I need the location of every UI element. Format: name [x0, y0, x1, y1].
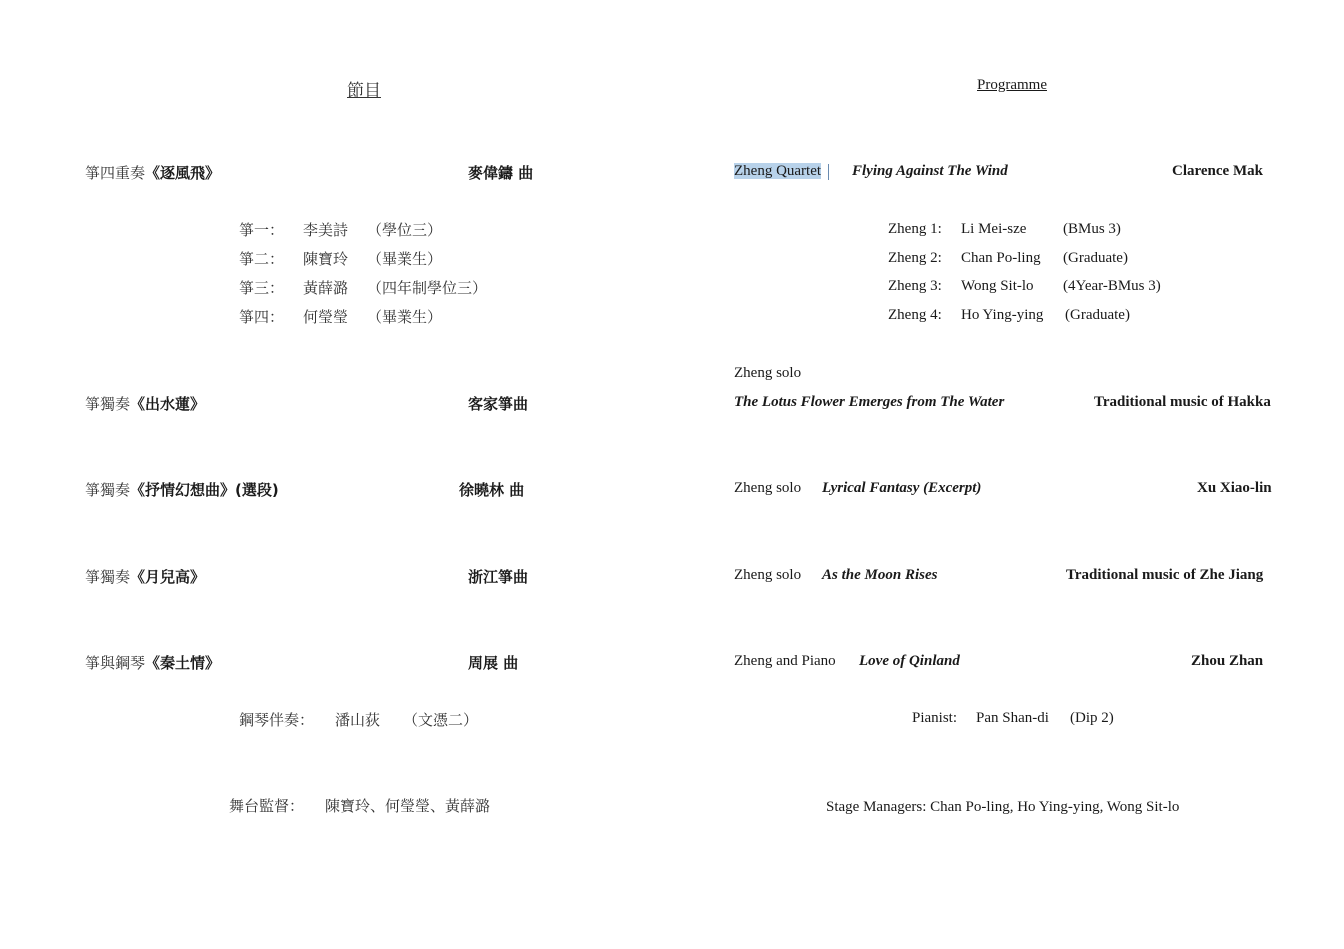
text-cursor — [828, 164, 829, 180]
cn-player-row — [239, 277, 488, 298]
en-item-prefix: Zheng solo — [734, 567, 802, 583]
cn-player-note: （畢業生） — [367, 308, 443, 326]
en-player-note: (Graduate) — [1065, 307, 1130, 323]
cn-player-name: 李美詩 — [303, 221, 349, 239]
en-stage-managers: Stage Managers: Chan Po-ling, Ho Ying-ying, Wong Sit-lo — [826, 799, 1180, 815]
en-composer: Traditional music of Zhe Jiang — [1066, 567, 1264, 583]
cn-pianist — [239, 709, 479, 730]
en-player-note: (4Year-BMus 3) — [1063, 278, 1161, 294]
cn-item-prefix: 箏與鋼琴 — [85, 654, 146, 672]
cn-player-role: 箏一： — [239, 221, 285, 239]
cn-stage-role: 舞台監督： — [229, 797, 305, 815]
en-pianist-name: Pan Shan-di — [976, 710, 1049, 726]
en-piece-title: Love of Qinland — [859, 653, 960, 669]
en-player-note: (Graduate) — [1063, 250, 1128, 266]
en-player-name: Li Mei-sze — [961, 221, 1027, 237]
cn-player-name: 陳寶玲 — [303, 250, 349, 268]
cn-item-piece: 《秦土情》 — [145, 654, 221, 672]
cn-item-qinland — [85, 652, 220, 673]
en-title: Programme — [977, 77, 1047, 93]
cn-item-composer: 徐曉林 曲 — [459, 481, 525, 499]
en-player-row — [888, 250, 1128, 267]
en-pianist — [912, 710, 1114, 727]
en-composer: Clarence Mak — [1172, 163, 1263, 179]
cn-item-piece: 《逐風飛》 — [145, 164, 221, 182]
en-player-row — [888, 278, 1161, 295]
en-player-role: Zheng 2: — [888, 250, 942, 266]
cn-player-name: 何瑩瑩 — [303, 308, 349, 326]
cn-item-piece: 《月兒高》 — [130, 568, 206, 586]
en-item-prefix: Zheng solo — [734, 480, 802, 496]
en-item-prefix: Zheng solo — [734, 365, 802, 381]
en-pianist-note: (Dip 2) — [1070, 710, 1114, 726]
cn-player-row — [239, 248, 443, 269]
en-piece-title: Flying Against The Wind — [852, 163, 1008, 179]
cn-item-prefix: 箏獨奏 — [85, 395, 131, 413]
en-player-role: Zheng 4: — [888, 307, 942, 323]
cn-item-composer: 浙江箏曲 — [468, 568, 529, 586]
cn-player-note: （畢業生） — [367, 250, 443, 268]
cn-item-prefix: 箏獨奏 — [85, 481, 131, 499]
en-item-prefix: Zheng and Piano — [734, 653, 836, 669]
en-piece-title: Lyrical Fantasy (Excerpt) — [822, 480, 982, 496]
en-composer: Zhou Zhan — [1191, 653, 1264, 669]
cn-item-prefix: 箏獨奏 — [85, 568, 131, 586]
en-player-role: Zheng 3: — [888, 278, 942, 294]
en-composer: Traditional music of Hakka — [1094, 394, 1271, 410]
en-piece-title: The Lotus Flower Emerges from The Water — [734, 394, 1005, 410]
en-player-role: Zheng 1: — [888, 221, 942, 237]
cn-pianist-note: （文憑二） — [403, 711, 479, 729]
cn-player-role: 箏三： — [239, 279, 285, 297]
cn-player-note: （學位三） — [367, 221, 443, 239]
cn-item-piece: 《抒情幻想曲》(選段) — [130, 481, 279, 499]
cn-player-note: （四年制學位三） — [367, 279, 488, 297]
en-player-row — [888, 307, 1130, 324]
cn-item-lyrical — [85, 479, 279, 500]
en-player-row — [888, 221, 1121, 238]
cn-player-row — [239, 219, 443, 240]
en-composer: Xu Xiao-lin — [1197, 480, 1272, 496]
en-pianist-role: Pianist: — [912, 710, 958, 726]
en-player-name: Chan Po-ling — [961, 250, 1041, 266]
cn-item-composer: 周展 曲 — [468, 654, 519, 672]
cn-item-prefix: 箏四重奏 — [85, 164, 146, 182]
cn-item-lotus — [85, 393, 205, 414]
en-piece-title: As the Moon Rises — [822, 567, 938, 583]
cn-title: 節目 — [347, 81, 381, 101]
cn-player-row — [239, 306, 443, 327]
cn-player-role: 箏四： — [239, 308, 285, 326]
en-player-note: (BMus 3) — [1063, 221, 1121, 237]
en-player-name: Ho Ying-ying — [961, 307, 1044, 323]
cn-item-quartet — [85, 162, 220, 183]
cn-player-name: 黃薛潞 — [303, 279, 349, 297]
cn-item-moon — [85, 566, 205, 587]
cn-item-piece: 《出水蓮》 — [130, 395, 206, 413]
cn-pianist-role: 鋼琴伴奏： — [239, 711, 315, 729]
en-player-name: Wong Sit-lo — [961, 278, 1034, 294]
cn-player-role: 箏二： — [239, 250, 285, 268]
en-quartet-prefix[interactable] — [734, 163, 829, 180]
cn-stage-managers — [229, 795, 491, 816]
cn-item-composer: 客家箏曲 — [468, 395, 529, 413]
cn-stage-names: 陳寶玲、何瑩瑩、黃薛潞 — [325, 797, 491, 815]
cn-pianist-name: 潘山荻 — [335, 711, 381, 729]
cn-item-composer: 麥偉鑄 曲 — [468, 164, 534, 182]
selected-text[interactable]: Zheng Quartet — [734, 163, 822, 179]
